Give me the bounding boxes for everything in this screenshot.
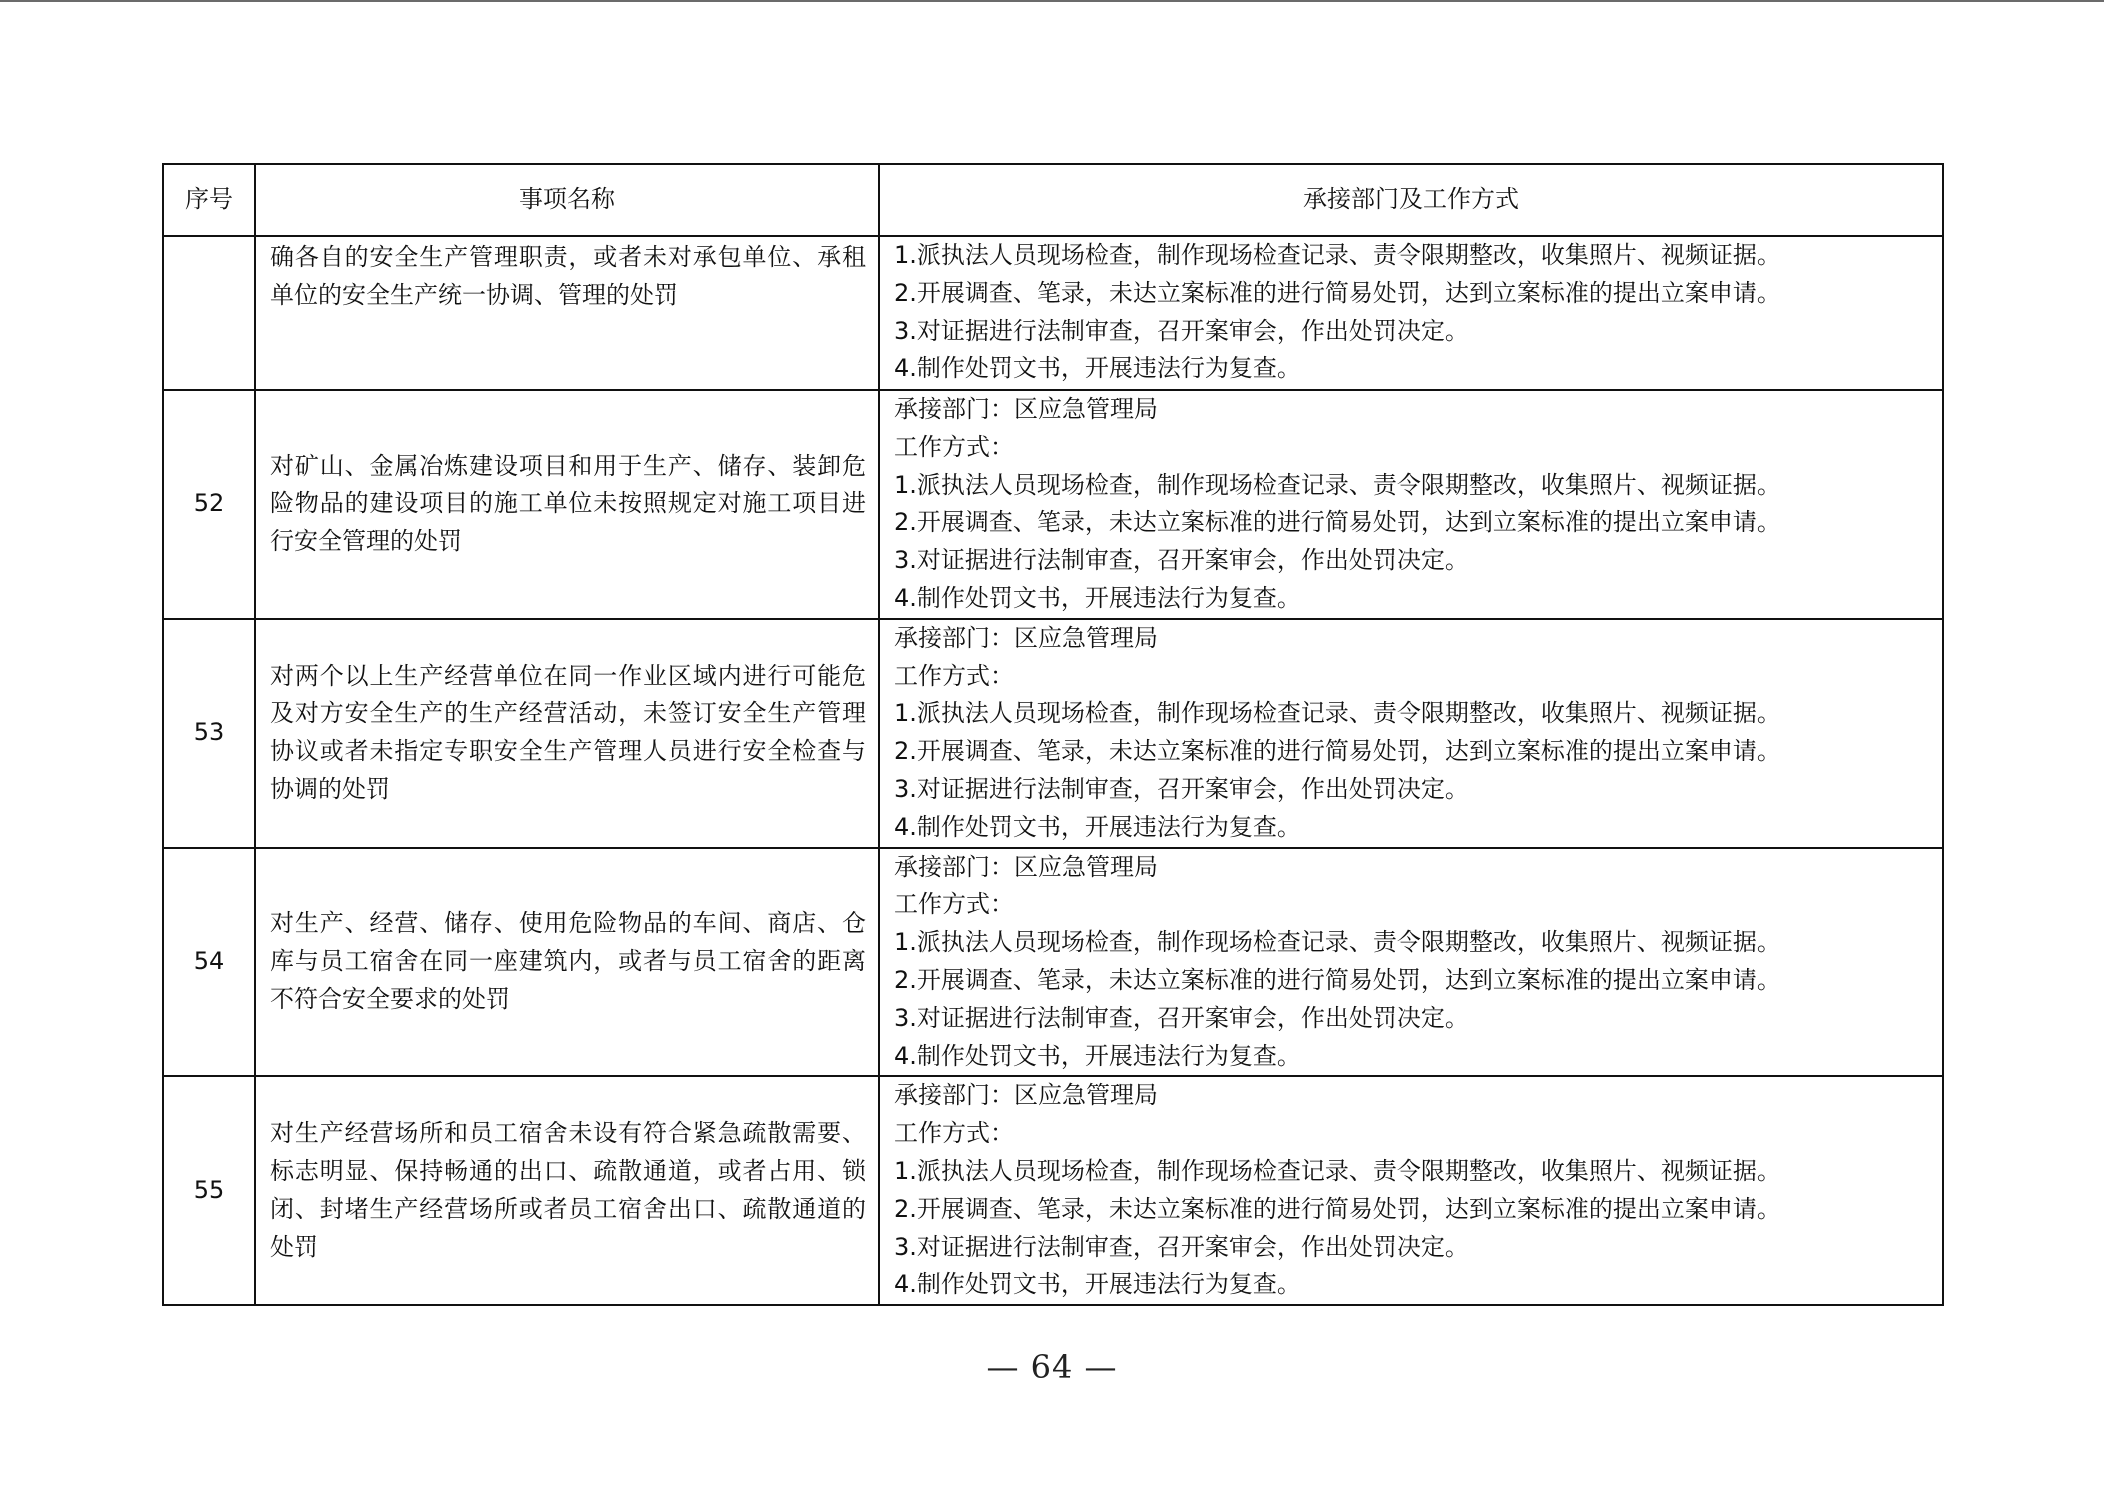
row-serial-number: 53	[163, 619, 255, 848]
method-line: 3.对证据进行法制审查，召开案审会，作出处罚决定。	[894, 1003, 1469, 1032]
header-department-method: 承接部门及工作方式	[879, 164, 1943, 236]
department-line: 承接部门：区应急管理局	[894, 1081, 1158, 1110]
row-serial-number	[163, 236, 255, 390]
row-item-name: 确各自的安全生产管理职责，或者未对承包单位、承租单位的安全生产统一协调、管理的处罚	[255, 236, 879, 390]
method-line: 4.制作处罚文书，开展违法行为复查。	[894, 583, 1301, 612]
method-line: 4.制作处罚文书，开展违法行为复查。	[894, 1041, 1301, 1070]
method-line: 2.开展调查、笔录，未达立案标准的进行简易处罚，达到立案标准的提出立案申请。	[894, 278, 1781, 307]
method-line: 1.派执法人员现场检查，制作现场检查记录、责令限期整改，收集照片、视频证据。	[894, 699, 1781, 728]
method-heading: 工作方式：	[894, 890, 1014, 919]
row-department-method	[879, 390, 1943, 619]
row-item-name: 对两个以上生产经营单位在同一作业区域内进行可能危及对方安全生产的生产经营活动，未签订安全生产管理协议或者未指定专职安全生产管理人员进行安全检查与协调的处罚	[255, 619, 879, 848]
method-line: 3.对证据进行法制审查，召开案审会，作出处罚决定。	[894, 546, 1469, 575]
method-line: 2.开展调查、笔录，未达立案标准的进行简易处罚，达到立案标准的提出立案申请。	[894, 1194, 1781, 1223]
method-line: 3.对证据进行法制审查，召开案审会，作出处罚决定。	[894, 1232, 1469, 1261]
row-serial-number: 52	[163, 390, 255, 619]
top-border-line	[0, 0, 2104, 2]
row-item-name: 对生产、经营、储存、使用危险物品的车间、商店、仓库与员工宿舍在同一座建筑内，或者与员工宿舍的距离不符合安全要求的处罚	[255, 848, 879, 1077]
method-line: 1.派执法人员现场检查，制作现场检查记录、责令限期整改，收集照片、视频证据。	[894, 470, 1781, 499]
method-line: 3.对证据进行法制审查，召开案审会，作出处罚决定。	[894, 316, 1469, 345]
department-line: 承接部门：区应急管理局	[894, 623, 1158, 652]
header-item-name: 事项名称	[255, 164, 879, 236]
department-line: 承接部门：区应急管理局	[894, 852, 1158, 881]
table-header-row	[163, 164, 1943, 236]
method-line: 1.派执法人员现场检查，制作现场检查记录、责令限期整改，收集照片、视频证据。	[894, 241, 1781, 269]
items-table	[162, 163, 1944, 1306]
row-department-method	[879, 848, 1943, 1077]
method-line: 4.制作处罚文书，开展违法行为复查。	[894, 812, 1301, 841]
row-department-method	[879, 236, 1943, 390]
table-row	[163, 1076, 1943, 1305]
row-serial-number: 55	[163, 1076, 255, 1305]
row-department-method	[879, 619, 1943, 848]
department-line: 承接部门：区应急管理局	[894, 395, 1158, 423]
row-department-method	[879, 1076, 1943, 1305]
method-line: 3.对证据进行法制审查，召开案审会，作出处罚决定。	[894, 774, 1469, 803]
row-item-name: 对生产经营场所和员工宿舍未设有符合紧急疏散需要、标志明显、保持畅通的出口、疏散通道，或者占用、锁闭、封堵生产经营场所或者员工宿舍出口、疏散通道的处罚	[255, 1076, 879, 1305]
table-row	[163, 848, 1943, 1077]
method-line: 4.制作处罚文书，开展违法行为复查。	[894, 1270, 1301, 1299]
row-serial-number: 54	[163, 848, 255, 1077]
table-row	[163, 390, 1943, 619]
method-line: 2.开展调查、笔录，未达立案标准的进行简易处罚，达到立案标准的提出立案申请。	[894, 965, 1781, 994]
method-line: 1.派执法人员现场检查，制作现场检查记录、责令限期整改，收集照片、视频证据。	[894, 1156, 1781, 1185]
row-item-name: 对矿山、金属冶炼建设项目和用于生产、储存、装卸危险物品的建设项目的施工单位未按照规定对施工项目进行安全管理的处罚	[255, 390, 879, 619]
method-heading: 工作方式：	[894, 1119, 1014, 1148]
header-serial-number: 序号	[163, 164, 255, 236]
method-heading: 工作方式：	[894, 432, 1014, 461]
method-line: 2.开展调查、笔录，未达立案标准的进行简易处罚，达到立案标准的提出立案申请。	[894, 508, 1781, 537]
table-row	[163, 619, 1943, 848]
method-line: 1.派执法人员现场检查，制作现场检查记录、责令限期整改，收集照片、视频证据。	[894, 928, 1781, 957]
page-number: — 64 —	[986, 1348, 1118, 1386]
method-line: 2.开展调查、笔录，未达立案标准的进行简易处罚，达到立案标准的提出立案申请。	[894, 737, 1781, 766]
table-row	[163, 236, 1943, 390]
method-line: 4.制作处罚文书，开展违法行为复查。	[894, 354, 1301, 383]
method-heading: 工作方式：	[894, 661, 1014, 690]
